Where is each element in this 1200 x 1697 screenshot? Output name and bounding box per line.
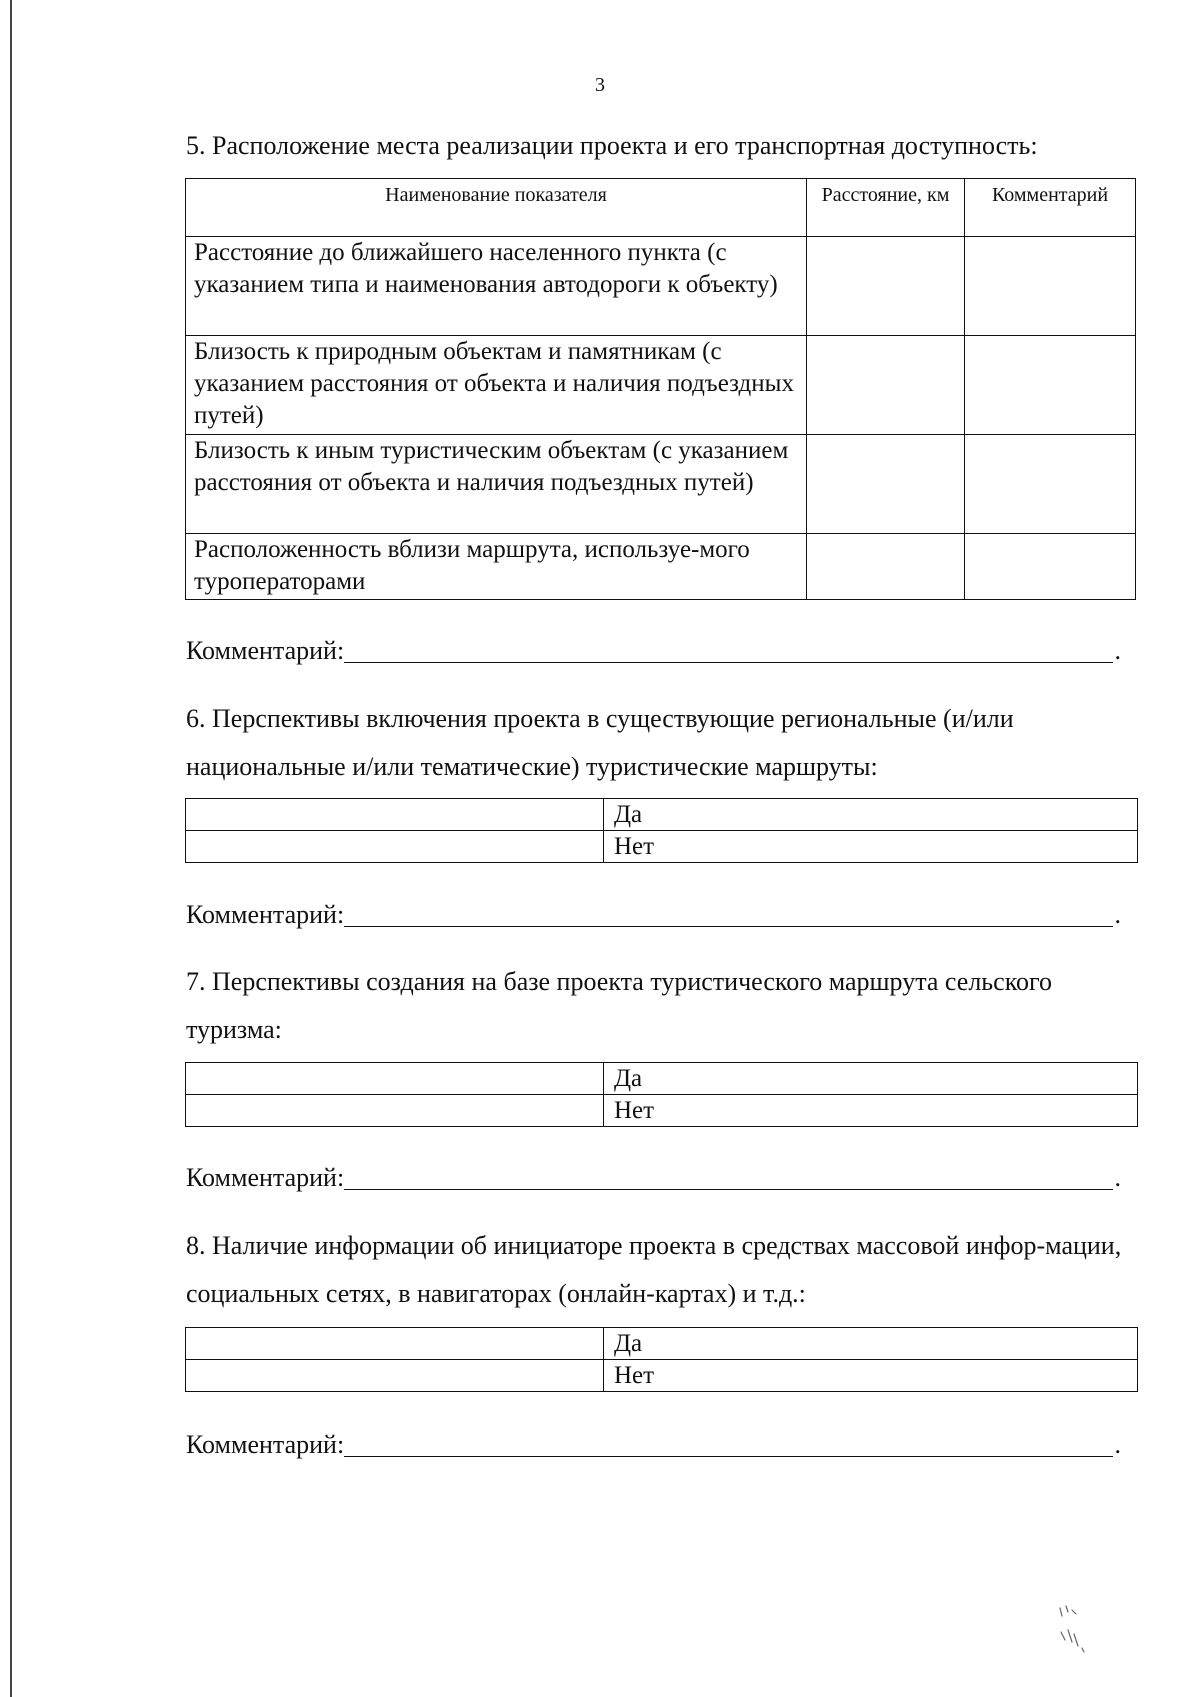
option-mark-cell[interactable] [186, 1095, 604, 1127]
section5-heading: 5. Расположение места реализации проекта и его транспортная доступность: [186, 131, 1038, 160]
distance-cell[interactable] [807, 237, 965, 336]
option-yes: Да [604, 799, 1138, 831]
comment-line[interactable] [344, 1163, 1112, 1190]
column-header-indicator: Наименование показателя [186, 179, 807, 237]
option-mark-cell[interactable] [186, 799, 604, 831]
section7-heading: 7. Перспективы создания на базе проекта туристического маршрута сельского туризма: [186, 967, 1053, 1044]
option-no: Нет [604, 1095, 1138, 1127]
option-row [186, 1328, 1138, 1360]
column-header-comment: Комментарий [965, 179, 1136, 237]
comment-end: . [1114, 900, 1121, 929]
section7-comment [186, 1163, 1121, 1193]
table-row [186, 534, 1136, 600]
comment-cell[interactable] [965, 336, 1136, 435]
page-number: 3 [595, 74, 605, 96]
option-mark-cell[interactable] [186, 1360, 604, 1392]
section8-heading: 8. Наличие информации об инициаторе проекта в средствах массовой инфор-мации, социальных сетях, в навигаторах (онлайн-картах) и т.д.: [186, 1231, 1122, 1308]
comment-cell[interactable] [965, 237, 1136, 336]
handwritten-mark [1052, 1602, 1102, 1662]
column-header-distance: Расстояние, км [807, 179, 965, 237]
table-row [186, 435, 1136, 534]
table-row [186, 336, 1136, 435]
comment-label: Комментарий: [186, 900, 345, 929]
comment-cell[interactable] [965, 435, 1136, 534]
comment-end: . [1114, 1430, 1121, 1459]
table-header-row [186, 179, 1136, 237]
section6-options-table [185, 798, 1138, 863]
comment-label: Комментарий: [186, 636, 345, 665]
option-no: Нет [604, 831, 1138, 863]
comment-line[interactable] [344, 900, 1112, 927]
section8-comment [186, 1430, 1121, 1460]
row-label-nearest-settlement: Расстояние до ближайшего населенного пункта (с указанием типа и наименования автодороги к объекту) [186, 237, 807, 336]
comment-line[interactable] [344, 1430, 1112, 1457]
row-label-natural-objects: Близость к природным объектам и памятникам (с указанием расстояния от объекта и наличия подъездных путей) [186, 336, 807, 435]
section5-comment [186, 636, 1121, 666]
section6-heading: 6. Перспективы включения проекта в существующие региональные (и/или национальные и/или тематические) туристические маршруты: [186, 704, 1014, 781]
distance-cell[interactable] [807, 336, 965, 435]
location-table [185, 178, 1136, 600]
option-row [186, 1095, 1138, 1127]
distance-cell[interactable] [807, 534, 965, 600]
section8-options-table [185, 1327, 1138, 1392]
comment-line[interactable] [344, 636, 1112, 663]
option-no: Нет [604, 1360, 1138, 1392]
comment-end: . [1114, 1163, 1121, 1192]
comment-cell[interactable] [965, 534, 1136, 600]
table-row [186, 237, 1136, 336]
option-row [186, 1360, 1138, 1392]
option-yes: Да [604, 1063, 1138, 1095]
option-mark-cell[interactable] [186, 1328, 604, 1360]
comment-label: Комментарий: [186, 1430, 345, 1459]
option-row [186, 831, 1138, 863]
comment-end: . [1114, 636, 1121, 665]
section6-comment [186, 900, 1121, 930]
scan-left-edge [10, 0, 12, 1697]
distance-cell[interactable] [807, 435, 965, 534]
row-label-tourist-objects: Близость к иным туристическим объектам (с указанием расстояния от объекта и наличия подъездных путей) [186, 435, 807, 534]
option-row [186, 1063, 1138, 1095]
comment-label: Комментарий: [186, 1163, 345, 1192]
option-yes: Да [604, 1328, 1138, 1360]
option-row [186, 799, 1138, 831]
option-mark-cell[interactable] [186, 831, 604, 863]
section7-options-table [185, 1062, 1138, 1127]
option-mark-cell[interactable] [186, 1063, 604, 1095]
row-label-operator-route: Расположенность вблизи маршрута, используе-мого туроператорами [186, 534, 807, 600]
